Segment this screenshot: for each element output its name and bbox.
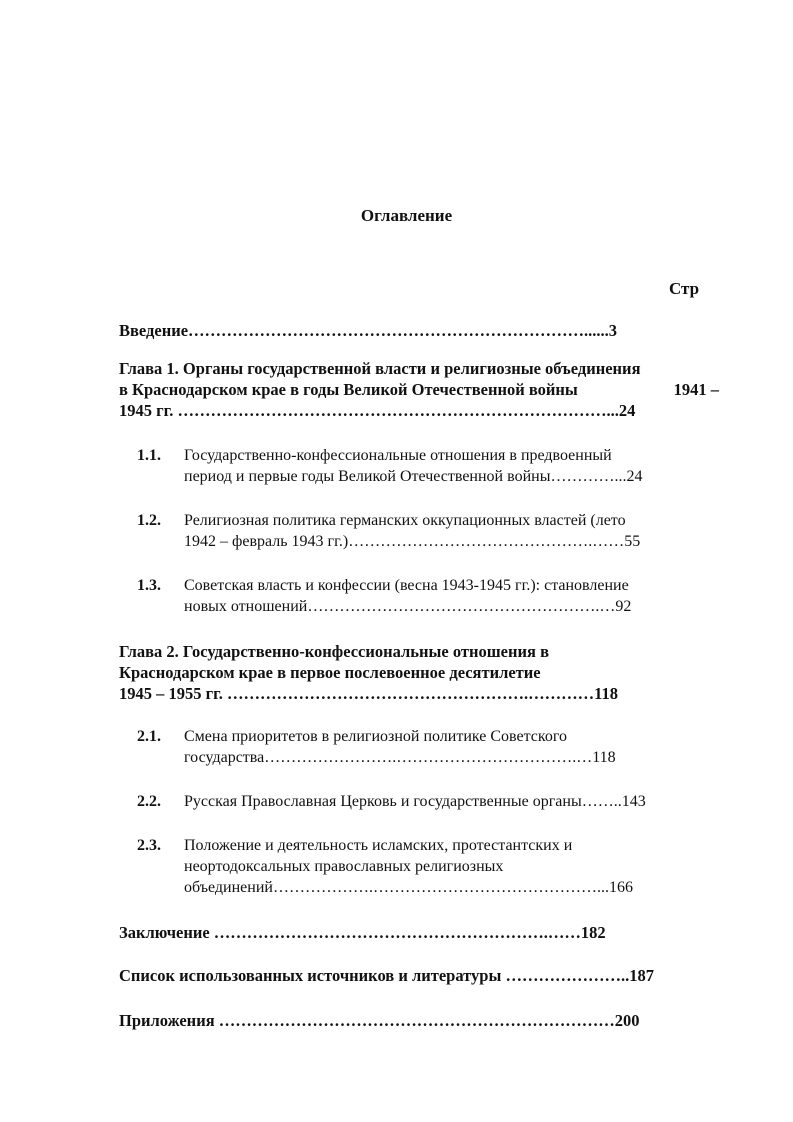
toc-entry-text: Список использованных источников и литературы …………………..187 (119, 966, 654, 985)
section-number: 1.2. (137, 512, 161, 529)
toc-entry-text: Религиозная политика германских оккупационных властей (лето (184, 512, 626, 529)
toc-entry-text: Приложения ………………………………………………………………200 (119, 1011, 640, 1030)
toc-entry-chapter-1[interactable] (119, 358, 719, 421)
toc-entry-text: неортодоксальных православных религиозных (184, 858, 504, 875)
page-title: Оглавление (360, 206, 453, 225)
page-column-label: Стр (669, 279, 700, 298)
toc-entry-text: объединений……………….……………………………………...166 (184, 879, 633, 896)
toc-entry-1-1[interactable] (137, 445, 718, 487)
toc-entry-text: 1945 гг. ……………………………………………………………………...24 (119, 401, 636, 420)
toc-entry-text: Русская Православная Церковь и государственные органы……..143 (184, 793, 646, 810)
toc-entry-text: 1942 – февраль 1943 гг.)……………………………………….……55 (184, 533, 641, 550)
toc-entry-conclusion[interactable] (119, 922, 719, 943)
toc-entry-chapter-2[interactable] (119, 641, 719, 704)
toc-entry-text: Введение………………………………………………………………......3 (119, 321, 618, 340)
section-number: 1.3. (137, 577, 161, 594)
toc-entry-1-2[interactable] (137, 510, 718, 552)
section-number: 1.1. (137, 447, 161, 464)
toc-entry-text: 1945 – 1955 гг. ……………………………………………….…………118 (119, 684, 618, 703)
toc-entry-text: Советская власть и конфессии (весна 1943-1945 гг.): становление (184, 577, 629, 594)
toc-entry-2-1[interactable] (137, 726, 718, 768)
toc-entry-text: в Краснодарском крае в годы Великой Отечественной войны 1941 – (119, 380, 719, 399)
toc-entry-text: Краснодарском крае в первое послевоенное десятилетие (119, 663, 541, 682)
toc-entry-1-3[interactable] (137, 575, 718, 617)
toc-entry-2-2[interactable] (137, 791, 718, 812)
toc-entry-appendix[interactable] (119, 1010, 719, 1031)
toc-entry-sources[interactable] (119, 965, 719, 986)
toc-entry-text: период и первые годы Великой Отечественной войны…………...24 (184, 468, 643, 485)
section-number: 2.1. (137, 728, 161, 745)
section-number: 2.3. (137, 837, 161, 854)
section-number: 2.2. (137, 793, 161, 810)
toc-entry-text: Положение и деятельность исламских, протестантских и (184, 837, 573, 854)
toc-entry-2-3[interactable] (137, 835, 718, 898)
toc-entry-intro[interactable] (119, 320, 719, 341)
toc-entry-text: Государственно-конфессиональные отношения в предвоенный (184, 447, 612, 464)
toc-entry-text: Смена приоритетов в религиозной политике Советского (184, 728, 568, 745)
toc-entry-text: Глава 1. Органы государственной власти и религиозные объединения (119, 359, 641, 378)
toc-entry-text: новых отношений……………………………………………….…92 (184, 598, 632, 615)
toc-entry-text: Глава 2. Государственно-конфессиональные отношения в (119, 642, 549, 661)
toc-entry-text: Заключение …………………………………………………….……182 (119, 923, 606, 942)
toc-entry-text: государства…………………….…………………………….…118 (184, 749, 616, 766)
